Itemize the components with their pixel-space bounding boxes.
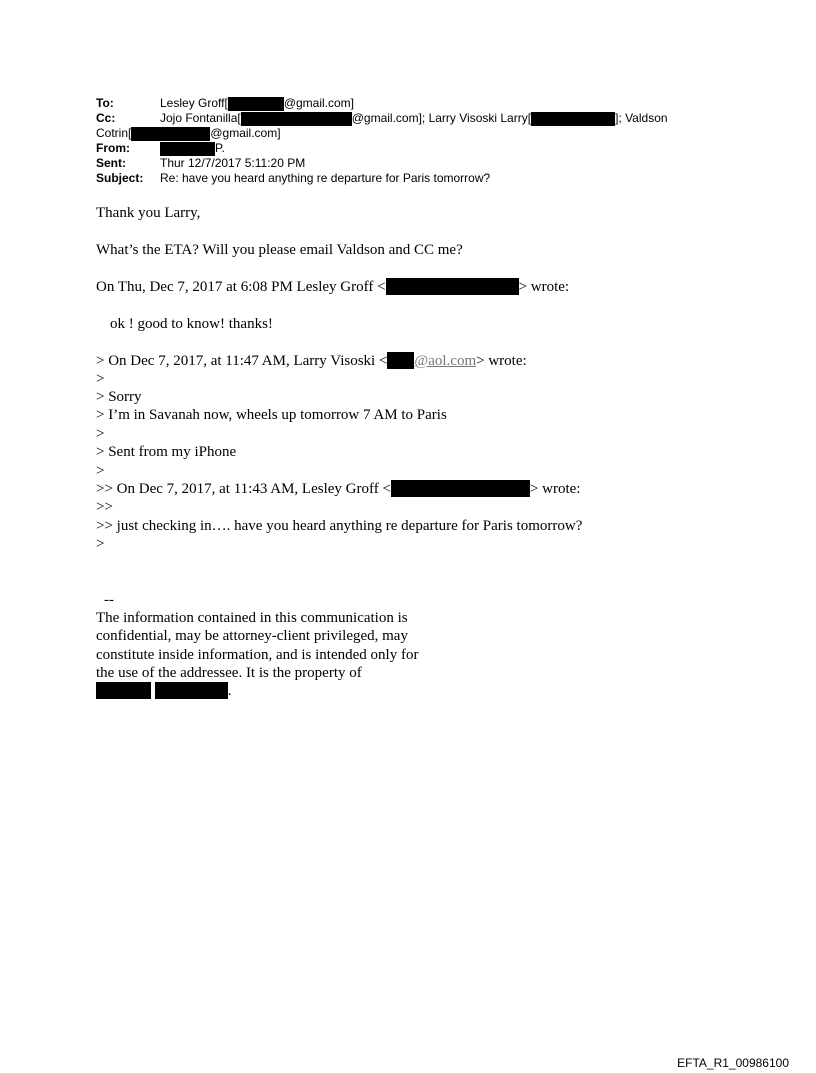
reply-message: ok ! good to know! thanks! [110,316,273,332]
email-header [96,96,736,186]
redaction-box [131,127,210,141]
sent-value: Thur 12/7/2017 5:11:20 PM [160,156,306,170]
redaction-box [96,682,151,699]
redaction-box [155,682,228,699]
quote-line: > [96,371,105,387]
cc-name-1: Jojo Fontanilla[ [160,111,241,125]
quote-line: > [96,426,105,442]
quote-line: > Sent from my iPhone [96,444,237,460]
redaction-box [531,112,615,126]
quote-header-lesley-reply [96,278,736,296]
disclaimer-line: The information contained in this communication is [96,610,408,626]
disclaimer-line: confidential, may be attorney-client privileged, may [96,628,408,644]
to-value [160,96,354,111]
cc-domain-1: @gmail.com]; Larry Visoski Larry[ [351,111,532,125]
quote-wrote: > wrote: [518,279,570,295]
quote-header-larry [96,352,736,370]
redaction-box [386,278,519,295]
to-label: To: [96,96,114,110]
quote-intro: >> On Dec 7, 2017, at 11:43 AM, Lesley Groff < [96,481,391,497]
cc-cont-name: Cotrin[ [96,126,132,140]
cc-value [160,111,668,126]
to-row [96,96,736,111]
disclaimer-redacted-line [96,682,736,700]
cc-continuation-row [96,126,736,141]
quote-wrote: > wrote: [476,353,527,369]
quote-line: > I’m in Savanah now, wheels up tomorrow 7 AM to Paris [96,407,447,423]
disclaimer-line: constitute inside information, and is intended only for [96,647,419,663]
cc-label: Cc: [96,111,116,125]
quote-line: >> [96,499,113,515]
disclaimer-period: . [227,683,232,699]
disclaimer-line: the use of the addressee. It is the property of [96,665,362,681]
quote-line: > Sorry [96,389,142,405]
from-suffix: P. [215,141,225,155]
quote-wrote: > wrote: [529,481,581,497]
redaction-box [391,480,530,497]
cc-row [96,111,736,126]
sent-label: Sent: [96,156,126,170]
subject-row [96,171,736,186]
quote-header-lesley [96,480,736,498]
from-label: From: [96,141,130,155]
subject-value: Re: have you heard anything re departure for Paris tomorrow? [160,171,491,185]
cc-tail: ]; Valdson [615,111,668,125]
cc-continuation-value [96,126,281,141]
quote-line: >> just checking in…. have you heard anything re departure for Paris tomorrow? [96,518,583,534]
cc-cont-domain: @gmail.com] [210,126,281,140]
redaction-box [160,142,215,156]
email-link[interactable]: @aol.com [414,353,477,369]
quote-line: > [96,463,105,479]
to-domain: @gmail.com] [283,96,355,110]
quote-intro: On Thu, Dec 7, 2017 at 6:08 PM Lesley Groff < [96,279,386,295]
quote-intro: > On Dec 7, 2017, at 11:47 AM, Larry Visoski < [96,353,388,369]
from-row [96,141,736,156]
eta-question: What’s the ETA? Will you please email Valdson and CC me? [96,242,463,258]
sent-row [96,156,736,171]
signature-dashes: -- [104,592,114,608]
quote-line: > [96,536,105,552]
redaction-box [228,97,284,111]
to-name: Lesley Groff[ [160,96,228,110]
redaction-box [387,352,414,369]
from-value [160,141,225,156]
document-id: EFTA_R1_00986100 [677,1056,789,1070]
subject-label: Subject: [96,171,144,185]
greeting: Thank you Larry, [96,205,201,221]
redaction-box [241,112,352,126]
